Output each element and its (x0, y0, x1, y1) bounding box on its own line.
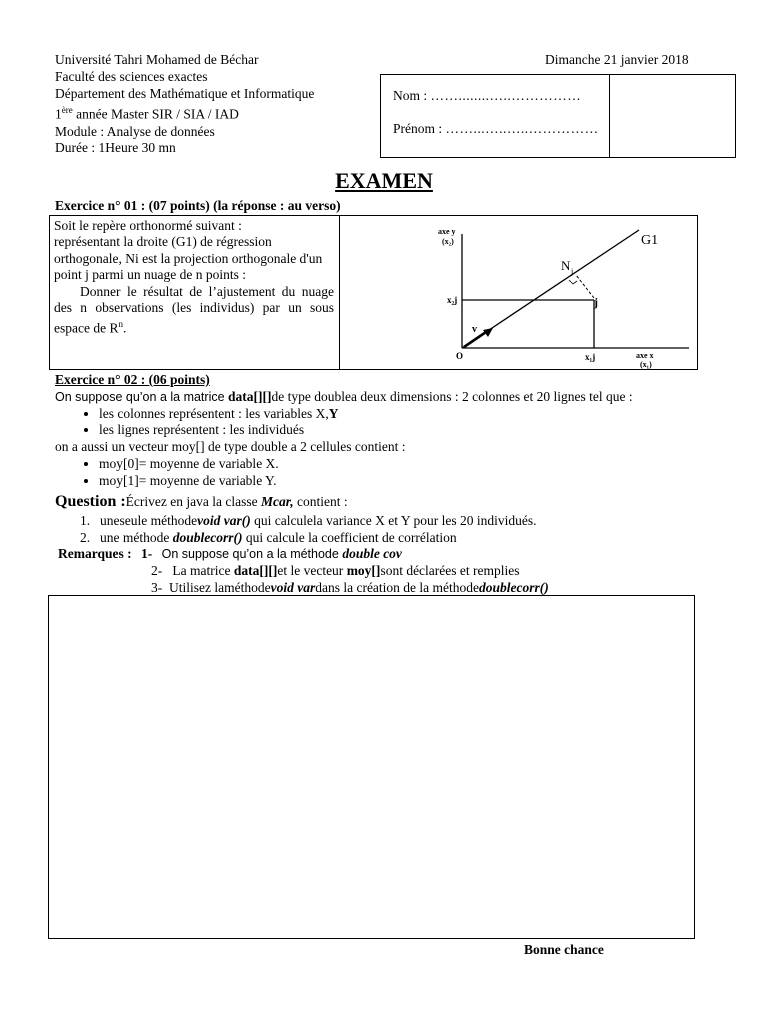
point-n-label: N (561, 258, 571, 273)
remarks (58, 546, 549, 596)
exercise-1-line-1: Soit le repère orthonormé suivant : (54, 218, 242, 233)
vector-line: on a aussi un vecteur moy[] de type double a 2 cellules contient : (55, 439, 406, 455)
module-line: Module : Analyse de données (55, 123, 215, 139)
prenom-field[interactable]: Prénom : ……...…..…..…………… (393, 121, 599, 136)
faculty-line: Faculté des sciences exactes (55, 68, 208, 84)
exercise-1-title: Exercice n° 01 : (07 points) (la réponse : au verso) (55, 198, 341, 213)
university-line: Université Tahri Mohamed de Béchar (55, 52, 259, 67)
header-institution (55, 52, 314, 157)
remark-2: 2- La matrice data[][]et le vecteur moy[]sont déclarées et remplies (151, 562, 520, 578)
question-line: Question :Écrivez en java la classe Mcar, contient : (55, 493, 348, 510)
nom-field[interactable]: Nom : ……........…..…………… (393, 88, 582, 103)
remark-1: Remarques : 1- On suppose qu’on a la méthode double cov (58, 546, 402, 561)
footer-greeting: Bonne chance (524, 942, 604, 957)
exercise-2-intro: On suppose qu’on a la matrice data[][]de type doublea deux dimensions : 2 colonnes et 20 lignes tel que : (55, 388, 633, 404)
exercise-2 (55, 372, 633, 490)
x1j-label: x₁j (585, 352, 596, 362)
exam-date: Dimanche 21 janvier 2018 (545, 52, 689, 67)
vector-label: v (472, 324, 477, 335)
exercise-1-text (54, 218, 334, 337)
regression-graph (434, 224, 696, 370)
list-item: • les lignes représentent : les individués (99, 422, 633, 439)
point-n-sub: j (571, 267, 574, 276)
g1-label: G1 (641, 233, 659, 248)
remark-3: 3- Utilisez laméthodevoid vardans la création de la méthodedoublecorr() (151, 579, 549, 595)
origin-label: O (456, 351, 464, 361)
list-item: • les colonnes représentent : les variables X,Y (99, 406, 633, 423)
duration-line: Durée : 1Heure 30 mn (55, 140, 176, 156)
axis-y-label: axe y (438, 227, 456, 236)
identity-divider (609, 75, 610, 157)
question-item-1: 1. uneseule méthodevoid var() qui calculela variance X et Y pour les 20 individués. (80, 513, 537, 528)
means-list (55, 456, 633, 490)
answer-area[interactable] (48, 595, 695, 939)
identity-box (380, 74, 736, 158)
list-item: • moy[0]= moyenne de variable X. (99, 456, 633, 473)
year-line: 1ère année Master SIR / SIA / IAD (55, 105, 239, 122)
exercise-2-title: Exercice n° 02 : (06 points) (55, 372, 210, 387)
question-label: Question : (55, 493, 126, 510)
point-j-label: j (594, 295, 598, 309)
axis-x-sub: (x₁) (640, 360, 652, 369)
exam-title: EXAMEN (335, 168, 433, 193)
right-angle-mark (569, 280, 577, 284)
question-item-2: 2. une méthode doublecorr() qui calcule la coefficient de corrélation (80, 530, 457, 545)
exercise-1-line-2: représentant la droite (G1) de régression orthogonale, Ni est la projection orthogonale d'un point j parmi un nuage de n points : (54, 234, 323, 283)
x2j-label: x₂j (447, 295, 458, 305)
axis-x-label: axe x (636, 351, 654, 360)
projection-line (576, 275, 594, 298)
list-item: • moy[1]= moyenne de variable Y. (99, 473, 633, 490)
question-items (80, 512, 536, 546)
department-line: Département des Mathématique et Informatique (55, 85, 315, 101)
columns-list (55, 406, 633, 440)
exercise-1-question: Donner le résultat de l’ajustement du nuage des n observations (les individus) par un sous espace de $R^n$. (54, 283, 334, 336)
axis-y-sub: (x₂) (442, 237, 454, 246)
exercise-1-divider (339, 216, 340, 369)
